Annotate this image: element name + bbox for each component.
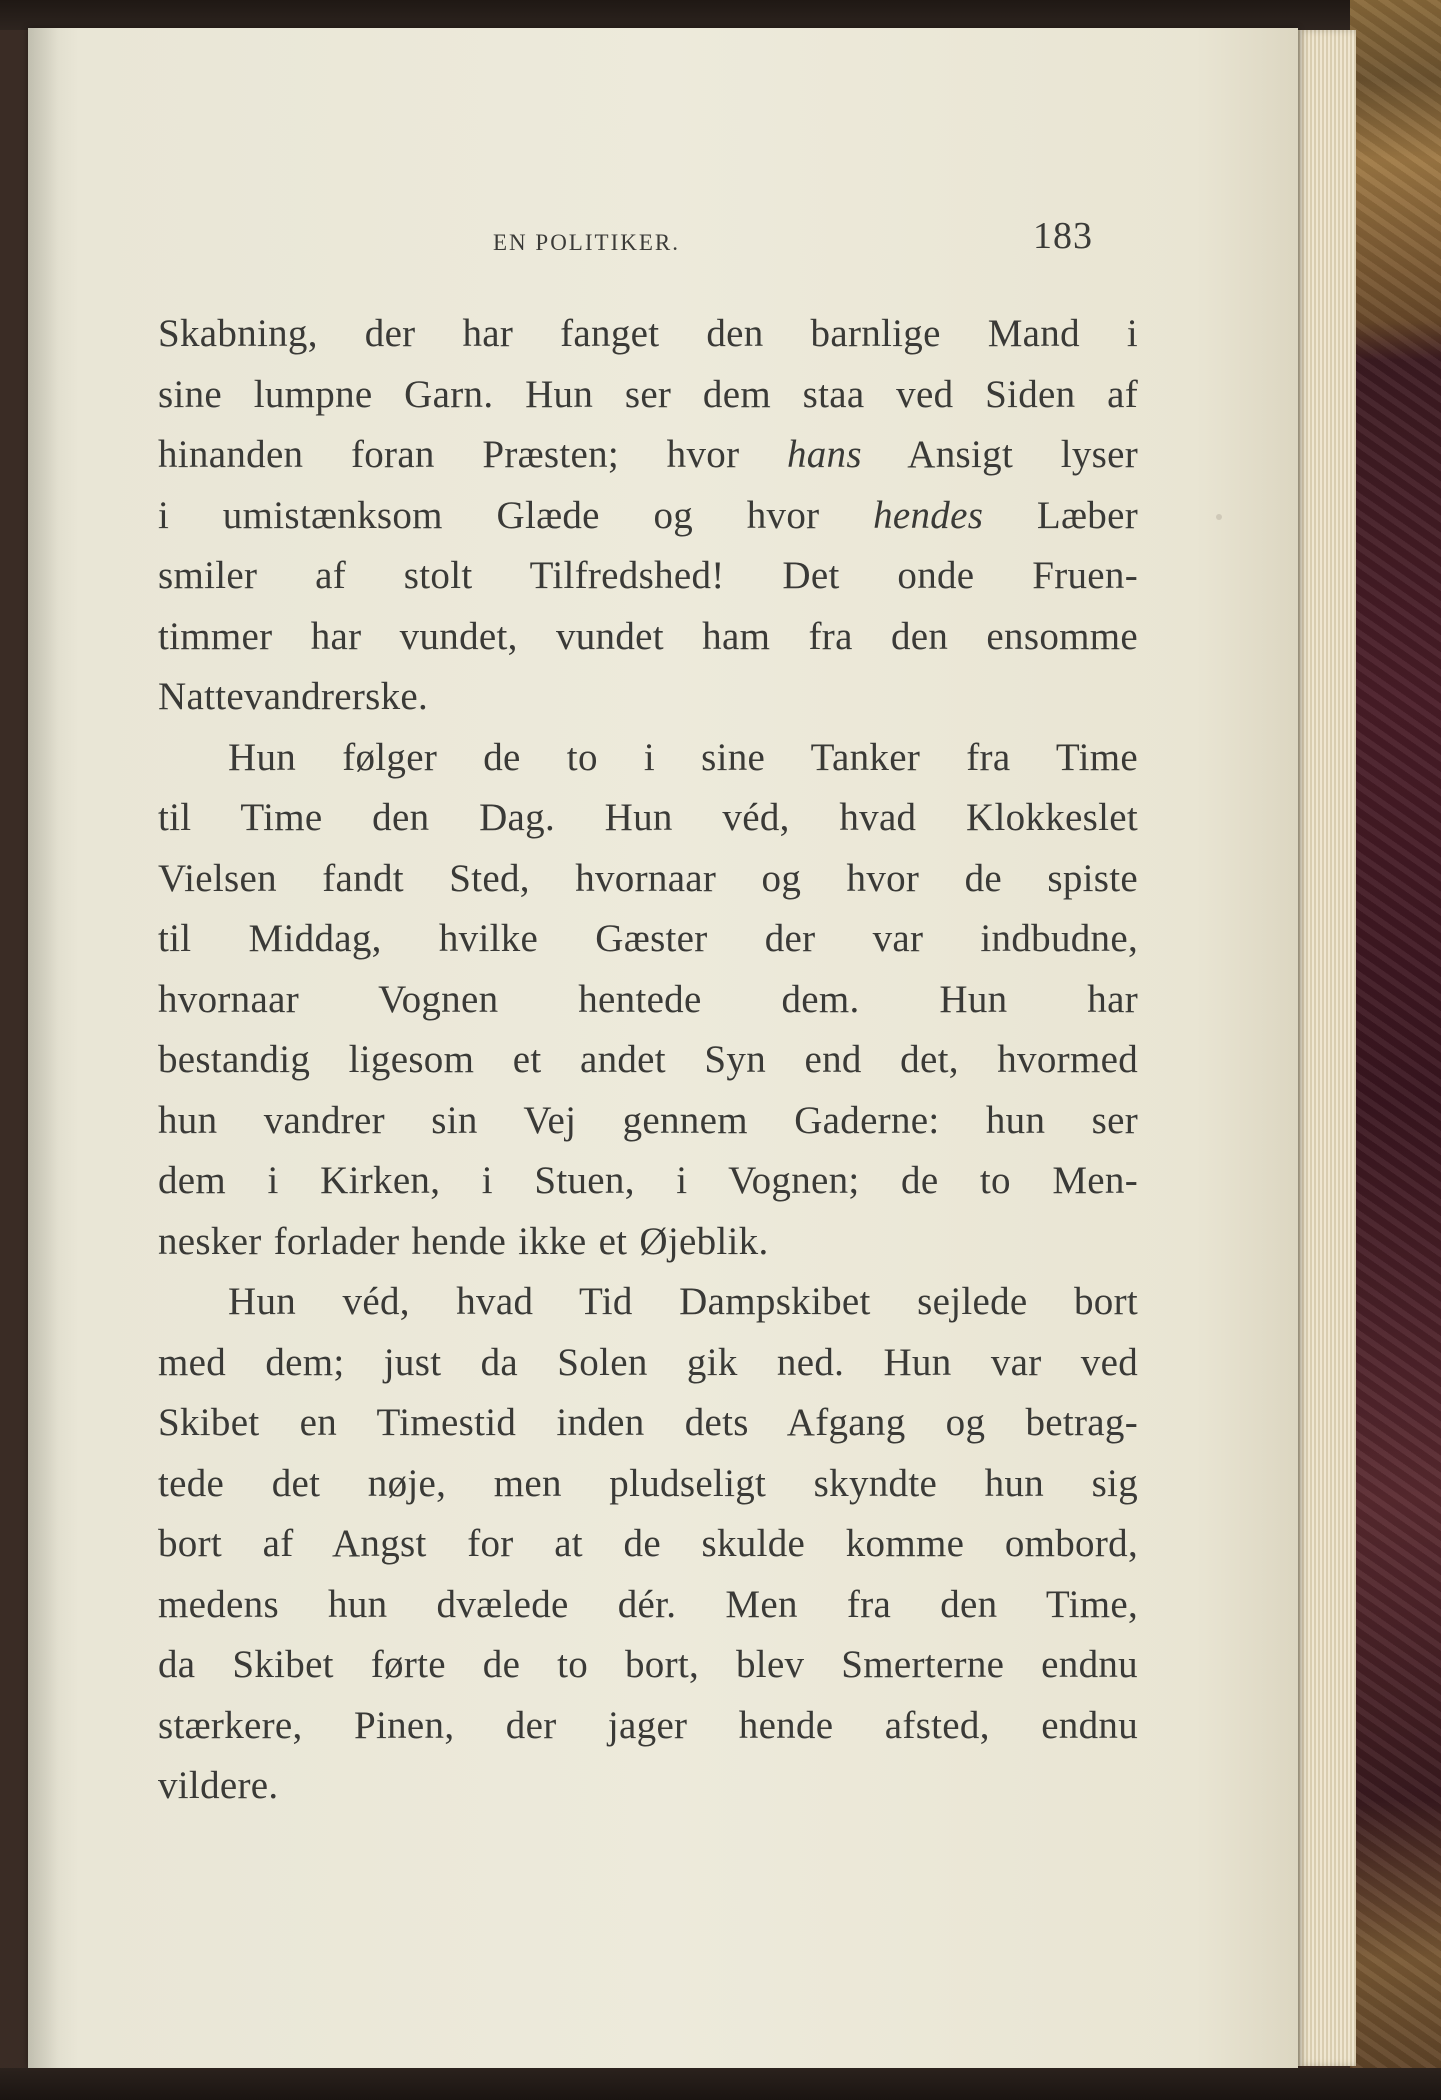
text-line: hinanden foran Præsten; hvor hans Ansigt lyser: [158, 433, 1138, 476]
book-cover-edge: [1350, 0, 1441, 2100]
text-line: til Middag, hvilke Gæster der var indbudne,: [158, 917, 1138, 960]
page-stack-edge: [1296, 30, 1356, 2066]
text-line: sine lumpne Garn. Hun ser dem staa ved Siden af: [158, 372, 1138, 416]
italic-word: hans: [786, 433, 862, 476]
text-line: medens hun dvælede dér. Men fra den Time,: [158, 1582, 1138, 1626]
text-line: Hun véd, hvad Tid Dampskibet sejlede bort: [228, 1280, 1138, 1323]
text-line: bestandig ligesom et andet Syn end det, hvormed: [158, 1038, 1138, 1081]
text-line: da Skibet førte de to bort, blev Smerterne endnu: [158, 1643, 1138, 1686]
scan-bottom-edge: [0, 2068, 1441, 2100]
text-line: Nattevandrerske.: [158, 675, 429, 718]
text-line: timmer har vundet, vundet ham fra den ensomme: [158, 614, 1138, 658]
text-line: stærkere, Pinen, der jager hende afsted, endnu: [158, 1703, 1138, 1747]
paper-spot: [1216, 514, 1222, 520]
text-line: bort af Angst for at de skulde komme ombord,: [158, 1522, 1138, 1565]
italic-word: hendes: [873, 493, 984, 537]
text-line: med dem; just da Solen gik ned. Hun var ved: [158, 1340, 1138, 1384]
text-line: Hun følger de to i sine Tanker fra Time: [228, 735, 1138, 779]
text-line: i umistænksom Glæde og hvor hendes Læber: [158, 493, 1138, 537]
text-line: hvornaar Vognen hentede dem. Hun har: [158, 977, 1138, 1021]
text-line: dem i Kirken, i Stuen, i Vognen; de to Men-: [158, 1159, 1138, 1202]
book-page: [28, 28, 1298, 2068]
text-line: til Time den Dag. Hun véd, hvad Klokkeslet: [158, 796, 1138, 839]
page-number: 183: [1033, 215, 1093, 257]
text-line: Vielsen fandt Sted, hvornaar og hvor de spiste: [158, 856, 1138, 900]
text-line: Skibet en Timestid inden dets Afgang og betrag-: [158, 1401, 1138, 1444]
text-line: Skabning, der har fanget den barnlige Mand i: [158, 312, 1138, 355]
running-title: EN POLITIKER.: [493, 230, 680, 255]
text-line: smiler af stolt Tilfredshed! Det onde Fruen-: [158, 554, 1138, 597]
scan-top-edge: [0, 0, 1441, 30]
text-line: hun vandrer sin Vej gennem Gaderne: hun ser: [158, 1098, 1138, 1142]
body-text: [158, 304, 1138, 1817]
text-line: tede det nøje, men pludseligt skyndte hun sig: [158, 1461, 1138, 1505]
text-line: vildere.: [158, 1764, 279, 1807]
text-line: nesker forlader hende ikke et Øjeblik.: [158, 1219, 769, 1263]
